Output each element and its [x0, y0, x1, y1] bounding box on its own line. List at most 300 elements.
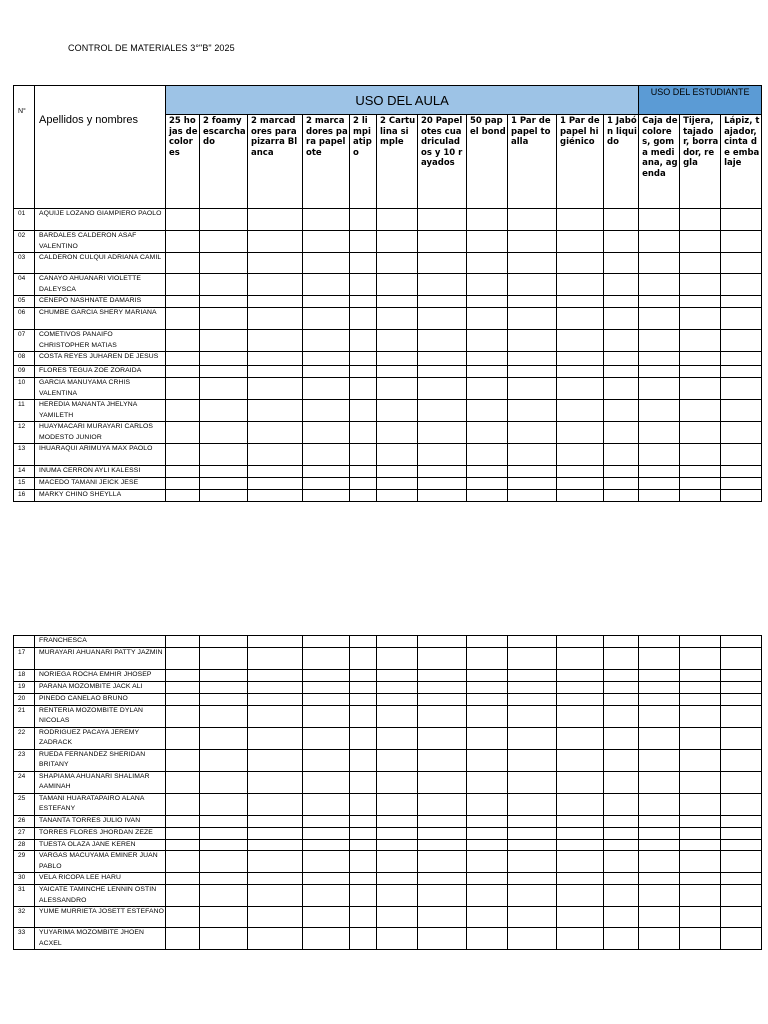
material-check-cell[interactable]	[721, 478, 762, 490]
material-check-cell[interactable]	[377, 330, 418, 352]
material-check-cell[interactable]	[557, 490, 604, 502]
material-check-cell[interactable]	[604, 308, 639, 330]
material-check-cell[interactable]	[377, 444, 418, 466]
material-check-cell[interactable]	[200, 815, 248, 827]
material-check-cell[interactable]	[166, 444, 200, 466]
material-check-cell[interactable]	[350, 827, 377, 839]
material-check-cell[interactable]	[248, 636, 303, 648]
material-check-cell[interactable]	[248, 231, 303, 253]
material-check-cell[interactable]	[377, 478, 418, 490]
material-check-cell[interactable]	[248, 839, 303, 851]
material-check-cell[interactable]	[377, 274, 418, 296]
material-check-cell[interactable]	[200, 330, 248, 352]
material-check-cell[interactable]	[467, 366, 508, 378]
material-check-cell[interactable]	[303, 705, 350, 727]
material-check-cell[interactable]	[604, 466, 639, 478]
material-check-cell[interactable]	[303, 209, 350, 231]
material-check-cell[interactable]	[680, 705, 721, 727]
material-check-cell[interactable]	[721, 330, 762, 352]
material-check-cell[interactable]	[350, 705, 377, 727]
material-check-cell[interactable]	[721, 669, 762, 681]
material-check-cell[interactable]	[418, 851, 467, 873]
material-check-cell[interactable]	[418, 352, 467, 366]
material-check-cell[interactable]	[248, 873, 303, 885]
material-check-cell[interactable]	[639, 296, 680, 308]
material-check-cell[interactable]	[350, 693, 377, 705]
material-check-cell[interactable]	[604, 400, 639, 422]
material-check-cell[interactable]	[508, 727, 557, 749]
material-check-cell[interactable]	[350, 793, 377, 815]
material-check-cell[interactable]	[377, 352, 418, 366]
material-check-cell[interactable]	[303, 907, 350, 928]
material-check-cell[interactable]	[200, 636, 248, 648]
material-check-cell[interactable]	[604, 727, 639, 749]
material-check-cell[interactable]	[639, 873, 680, 885]
material-check-cell[interactable]	[557, 873, 604, 885]
material-check-cell[interactable]	[508, 352, 557, 366]
material-check-cell[interactable]	[467, 422, 508, 444]
material-check-cell[interactable]	[604, 705, 639, 727]
material-check-cell[interactable]	[418, 636, 467, 648]
material-check-cell[interactable]	[639, 209, 680, 231]
material-check-cell[interactable]	[418, 873, 467, 885]
material-check-cell[interactable]	[418, 839, 467, 851]
material-check-cell[interactable]	[557, 681, 604, 693]
material-check-cell[interactable]	[680, 907, 721, 928]
material-check-cell[interactable]	[508, 308, 557, 330]
material-check-cell[interactable]	[680, 490, 721, 502]
material-check-cell[interactable]	[248, 308, 303, 330]
material-check-cell[interactable]	[418, 885, 467, 907]
material-check-cell[interactable]	[166, 681, 200, 693]
material-check-cell[interactable]	[248, 274, 303, 296]
material-check-cell[interactable]	[303, 330, 350, 352]
material-check-cell[interactable]	[377, 815, 418, 827]
material-check-cell[interactable]	[303, 296, 350, 308]
material-check-cell[interactable]	[303, 839, 350, 851]
material-check-cell[interactable]	[303, 490, 350, 502]
material-check-cell[interactable]	[467, 727, 508, 749]
material-check-cell[interactable]	[467, 815, 508, 827]
material-check-cell[interactable]	[467, 253, 508, 274]
material-check-cell[interactable]	[166, 749, 200, 771]
material-check-cell[interactable]	[166, 466, 200, 478]
material-check-cell[interactable]	[604, 478, 639, 490]
material-check-cell[interactable]	[303, 693, 350, 705]
material-check-cell[interactable]	[200, 669, 248, 681]
material-check-cell[interactable]	[639, 352, 680, 366]
material-check-cell[interactable]	[248, 444, 303, 466]
material-check-cell[interactable]	[166, 815, 200, 827]
material-check-cell[interactable]	[200, 793, 248, 815]
material-check-cell[interactable]	[303, 444, 350, 466]
material-check-cell[interactable]	[508, 296, 557, 308]
material-check-cell[interactable]	[166, 885, 200, 907]
material-check-cell[interactable]	[557, 693, 604, 705]
material-check-cell[interactable]	[418, 444, 467, 466]
material-check-cell[interactable]	[604, 669, 639, 681]
material-check-cell[interactable]	[508, 378, 557, 400]
material-check-cell[interactable]	[721, 231, 762, 253]
material-check-cell[interactable]	[350, 296, 377, 308]
material-check-cell[interactable]	[377, 873, 418, 885]
material-check-cell[interactable]	[377, 907, 418, 928]
material-check-cell[interactable]	[680, 885, 721, 907]
material-check-cell[interactable]	[557, 705, 604, 727]
material-check-cell[interactable]	[350, 253, 377, 274]
material-check-cell[interactable]	[721, 636, 762, 648]
material-check-cell[interactable]	[200, 647, 248, 669]
material-check-cell[interactable]	[604, 366, 639, 378]
material-check-cell[interactable]	[508, 827, 557, 839]
material-check-cell[interactable]	[166, 352, 200, 366]
material-check-cell[interactable]	[248, 851, 303, 873]
material-check-cell[interactable]	[604, 693, 639, 705]
material-check-cell[interactable]	[350, 422, 377, 444]
material-check-cell[interactable]	[467, 478, 508, 490]
material-check-cell[interactable]	[639, 907, 680, 928]
material-check-cell[interactable]	[200, 422, 248, 444]
material-check-cell[interactable]	[467, 378, 508, 400]
material-check-cell[interactable]	[680, 827, 721, 839]
material-check-cell[interactable]	[166, 308, 200, 330]
material-check-cell[interactable]	[248, 681, 303, 693]
material-check-cell[interactable]	[508, 330, 557, 352]
material-check-cell[interactable]	[350, 636, 377, 648]
material-check-cell[interactable]	[467, 231, 508, 253]
material-check-cell[interactable]	[200, 727, 248, 749]
material-check-cell[interactable]	[377, 378, 418, 400]
material-check-cell[interactable]	[418, 400, 467, 422]
material-check-cell[interactable]	[467, 296, 508, 308]
material-check-cell[interactable]	[166, 378, 200, 400]
material-check-cell[interactable]	[200, 478, 248, 490]
material-check-cell[interactable]	[418, 478, 467, 490]
material-check-cell[interactable]	[467, 636, 508, 648]
material-check-cell[interactable]	[721, 308, 762, 330]
material-check-cell[interactable]	[721, 873, 762, 885]
material-check-cell[interactable]	[639, 366, 680, 378]
material-check-cell[interactable]	[721, 705, 762, 727]
material-check-cell[interactable]	[639, 681, 680, 693]
material-check-cell[interactable]	[604, 827, 639, 839]
material-check-cell[interactable]	[639, 749, 680, 771]
material-check-cell[interactable]	[248, 253, 303, 274]
material-check-cell[interactable]	[721, 253, 762, 274]
material-check-cell[interactable]	[721, 907, 762, 928]
material-check-cell[interactable]	[303, 647, 350, 669]
material-check-cell[interactable]	[467, 851, 508, 873]
material-check-cell[interactable]	[166, 693, 200, 705]
material-check-cell[interactable]	[377, 885, 418, 907]
material-check-cell[interactable]	[721, 681, 762, 693]
material-check-cell[interactable]	[248, 352, 303, 366]
material-check-cell[interactable]	[418, 727, 467, 749]
material-check-cell[interactable]	[467, 466, 508, 478]
material-check-cell[interactable]	[557, 466, 604, 478]
material-check-cell[interactable]	[467, 827, 508, 839]
material-check-cell[interactable]	[200, 366, 248, 378]
material-check-cell[interactable]	[639, 793, 680, 815]
material-check-cell[interactable]	[467, 209, 508, 231]
material-check-cell[interactable]	[377, 727, 418, 749]
material-check-cell[interactable]	[467, 274, 508, 296]
material-check-cell[interactable]	[680, 749, 721, 771]
material-check-cell[interactable]	[418, 209, 467, 231]
material-check-cell[interactable]	[680, 851, 721, 873]
material-check-cell[interactable]	[639, 444, 680, 466]
material-check-cell[interactable]	[248, 478, 303, 490]
material-check-cell[interactable]	[508, 681, 557, 693]
material-check-cell[interactable]	[377, 839, 418, 851]
material-check-cell[interactable]	[639, 308, 680, 330]
material-check-cell[interactable]	[166, 400, 200, 422]
material-check-cell[interactable]	[680, 815, 721, 827]
material-check-cell[interactable]	[200, 253, 248, 274]
material-check-cell[interactable]	[604, 851, 639, 873]
material-check-cell[interactable]	[166, 727, 200, 749]
material-check-cell[interactable]	[721, 749, 762, 771]
material-check-cell[interactable]	[377, 231, 418, 253]
material-check-cell[interactable]	[680, 727, 721, 749]
material-check-cell[interactable]	[248, 378, 303, 400]
material-check-cell[interactable]	[303, 873, 350, 885]
material-check-cell[interactable]	[639, 885, 680, 907]
material-check-cell[interactable]	[377, 422, 418, 444]
material-check-cell[interactable]	[508, 400, 557, 422]
material-check-cell[interactable]	[639, 478, 680, 490]
material-check-cell[interactable]	[166, 478, 200, 490]
material-check-cell[interactable]	[200, 490, 248, 502]
material-check-cell[interactable]	[350, 851, 377, 873]
material-check-cell[interactable]	[557, 274, 604, 296]
material-check-cell[interactable]	[721, 422, 762, 444]
material-check-cell[interactable]	[639, 827, 680, 839]
material-check-cell[interactable]	[418, 647, 467, 669]
material-check-cell[interactable]	[303, 308, 350, 330]
material-check-cell[interactable]	[680, 422, 721, 444]
material-check-cell[interactable]	[721, 839, 762, 851]
material-check-cell[interactable]	[350, 771, 377, 793]
material-check-cell[interactable]	[377, 749, 418, 771]
material-check-cell[interactable]	[508, 749, 557, 771]
material-check-cell[interactable]	[557, 851, 604, 873]
material-check-cell[interactable]	[166, 209, 200, 231]
material-check-cell[interactable]	[303, 669, 350, 681]
material-check-cell[interactable]	[166, 827, 200, 839]
material-check-cell[interactable]	[467, 352, 508, 366]
material-check-cell[interactable]	[557, 231, 604, 253]
material-check-cell[interactable]	[508, 209, 557, 231]
material-check-cell[interactable]	[639, 693, 680, 705]
material-check-cell[interactable]	[680, 839, 721, 851]
material-check-cell[interactable]	[248, 366, 303, 378]
material-check-cell[interactable]	[418, 928, 467, 950]
material-check-cell[interactable]	[557, 749, 604, 771]
material-check-cell[interactable]	[166, 907, 200, 928]
material-check-cell[interactable]	[639, 771, 680, 793]
material-check-cell[interactable]	[721, 815, 762, 827]
material-check-cell[interactable]	[680, 330, 721, 352]
material-check-cell[interactable]	[721, 400, 762, 422]
material-check-cell[interactable]	[604, 907, 639, 928]
material-check-cell[interactable]	[467, 873, 508, 885]
material-check-cell[interactable]	[467, 928, 508, 950]
material-check-cell[interactable]	[350, 815, 377, 827]
material-check-cell[interactable]	[350, 669, 377, 681]
material-check-cell[interactable]	[680, 378, 721, 400]
material-check-cell[interactable]	[248, 209, 303, 231]
material-check-cell[interactable]	[166, 366, 200, 378]
material-check-cell[interactable]	[508, 793, 557, 815]
material-check-cell[interactable]	[200, 928, 248, 950]
material-check-cell[interactable]	[248, 296, 303, 308]
material-check-cell[interactable]	[377, 400, 418, 422]
material-check-cell[interactable]	[303, 815, 350, 827]
material-check-cell[interactable]	[604, 444, 639, 466]
material-check-cell[interactable]	[508, 705, 557, 727]
material-check-cell[interactable]	[721, 209, 762, 231]
material-check-cell[interactable]	[418, 296, 467, 308]
material-check-cell[interactable]	[377, 681, 418, 693]
material-check-cell[interactable]	[604, 928, 639, 950]
material-check-cell[interactable]	[557, 478, 604, 490]
material-check-cell[interactable]	[508, 928, 557, 950]
material-check-cell[interactable]	[680, 793, 721, 815]
material-check-cell[interactable]	[557, 827, 604, 839]
material-check-cell[interactable]	[350, 681, 377, 693]
material-check-cell[interactable]	[508, 851, 557, 873]
material-check-cell[interactable]	[418, 422, 467, 444]
material-check-cell[interactable]	[557, 253, 604, 274]
material-check-cell[interactable]	[721, 827, 762, 839]
material-check-cell[interactable]	[200, 352, 248, 366]
material-check-cell[interactable]	[303, 771, 350, 793]
material-check-cell[interactable]	[303, 727, 350, 749]
material-check-cell[interactable]	[721, 444, 762, 466]
material-check-cell[interactable]	[721, 366, 762, 378]
material-check-cell[interactable]	[467, 669, 508, 681]
material-check-cell[interactable]	[200, 209, 248, 231]
material-check-cell[interactable]	[377, 466, 418, 478]
material-check-cell[interactable]	[557, 885, 604, 907]
material-check-cell[interactable]	[557, 366, 604, 378]
material-check-cell[interactable]	[508, 907, 557, 928]
material-check-cell[interactable]	[166, 253, 200, 274]
material-check-cell[interactable]	[721, 296, 762, 308]
material-check-cell[interactable]	[303, 681, 350, 693]
material-check-cell[interactable]	[200, 771, 248, 793]
material-check-cell[interactable]	[604, 490, 639, 502]
material-check-cell[interactable]	[557, 296, 604, 308]
material-check-cell[interactable]	[303, 885, 350, 907]
material-check-cell[interactable]	[604, 885, 639, 907]
material-check-cell[interactable]	[557, 352, 604, 366]
material-check-cell[interactable]	[467, 681, 508, 693]
material-check-cell[interactable]	[350, 308, 377, 330]
material-check-cell[interactable]	[557, 209, 604, 231]
material-check-cell[interactable]	[680, 647, 721, 669]
material-check-cell[interactable]	[604, 330, 639, 352]
material-check-cell[interactable]	[303, 466, 350, 478]
material-check-cell[interactable]	[467, 400, 508, 422]
material-check-cell[interactable]	[557, 330, 604, 352]
material-check-cell[interactable]	[604, 873, 639, 885]
material-check-cell[interactable]	[248, 815, 303, 827]
material-check-cell[interactable]	[604, 378, 639, 400]
material-check-cell[interactable]	[639, 466, 680, 478]
material-check-cell[interactable]	[680, 352, 721, 366]
material-check-cell[interactable]	[557, 771, 604, 793]
material-check-cell[interactable]	[557, 907, 604, 928]
material-check-cell[interactable]	[350, 231, 377, 253]
material-check-cell[interactable]	[350, 749, 377, 771]
material-check-cell[interactable]	[680, 928, 721, 950]
material-check-cell[interactable]	[557, 928, 604, 950]
material-check-cell[interactable]	[639, 400, 680, 422]
material-check-cell[interactable]	[350, 274, 377, 296]
material-check-cell[interactable]	[166, 490, 200, 502]
material-check-cell[interactable]	[467, 793, 508, 815]
material-check-cell[interactable]	[418, 827, 467, 839]
material-check-cell[interactable]	[350, 839, 377, 851]
material-check-cell[interactable]	[721, 693, 762, 705]
material-check-cell[interactable]	[303, 827, 350, 839]
material-check-cell[interactable]	[303, 400, 350, 422]
material-check-cell[interactable]	[508, 873, 557, 885]
material-check-cell[interactable]	[680, 209, 721, 231]
material-check-cell[interactable]	[303, 636, 350, 648]
material-check-cell[interactable]	[248, 705, 303, 727]
material-check-cell[interactable]	[303, 928, 350, 950]
material-check-cell[interactable]	[418, 366, 467, 378]
material-check-cell[interactable]	[166, 330, 200, 352]
material-check-cell[interactable]	[639, 705, 680, 727]
material-check-cell[interactable]	[248, 827, 303, 839]
material-check-cell[interactable]	[639, 330, 680, 352]
material-check-cell[interactable]	[248, 490, 303, 502]
material-check-cell[interactable]	[248, 693, 303, 705]
material-check-cell[interactable]	[508, 636, 557, 648]
material-check-cell[interactable]	[604, 274, 639, 296]
material-check-cell[interactable]	[166, 296, 200, 308]
material-check-cell[interactable]	[508, 669, 557, 681]
material-check-cell[interactable]	[557, 839, 604, 851]
material-check-cell[interactable]	[508, 466, 557, 478]
material-check-cell[interactable]	[680, 681, 721, 693]
material-check-cell[interactable]	[508, 366, 557, 378]
material-check-cell[interactable]	[166, 793, 200, 815]
material-check-cell[interactable]	[680, 400, 721, 422]
material-check-cell[interactable]	[680, 693, 721, 705]
material-check-cell[interactable]	[200, 466, 248, 478]
material-check-cell[interactable]	[248, 727, 303, 749]
material-check-cell[interactable]	[418, 231, 467, 253]
material-check-cell[interactable]	[639, 231, 680, 253]
material-check-cell[interactable]	[604, 771, 639, 793]
material-check-cell[interactable]	[200, 378, 248, 400]
material-check-cell[interactable]	[418, 330, 467, 352]
material-check-cell[interactable]	[377, 793, 418, 815]
material-check-cell[interactable]	[557, 647, 604, 669]
material-check-cell[interactable]	[377, 669, 418, 681]
material-check-cell[interactable]	[418, 669, 467, 681]
material-check-cell[interactable]	[303, 352, 350, 366]
material-check-cell[interactable]	[721, 378, 762, 400]
material-check-cell[interactable]	[377, 693, 418, 705]
material-check-cell[interactable]	[377, 308, 418, 330]
material-check-cell[interactable]	[350, 466, 377, 478]
